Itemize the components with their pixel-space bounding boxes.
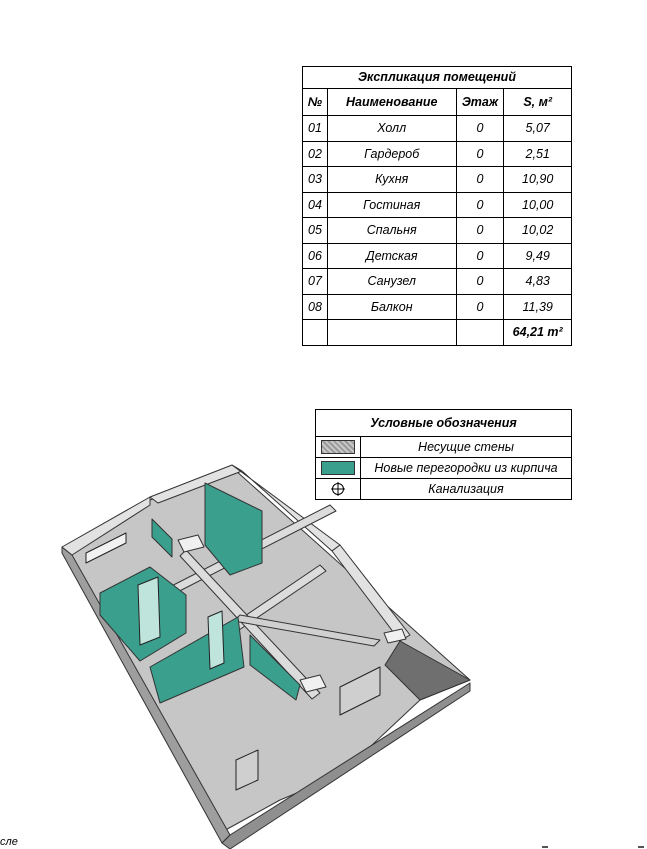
room-name: Детская [327,243,456,269]
room-name: Спальня [327,218,456,244]
room-name: Гостиная [327,192,456,218]
legend-label: Канализация [361,479,572,500]
room-area: 10,00 [504,192,572,218]
header-number: № [303,89,328,116]
page-mark [638,846,644,848]
header-area: S, м² [504,89,572,116]
room-area: 10,02 [504,218,572,244]
hatched-wall-swatch [321,440,355,454]
room-number: 01 [303,116,328,142]
legend-label: Несущие стены [361,437,572,458]
explication-title: Экспликация помещений [303,67,572,89]
explication-table [302,66,572,346]
explication-row [303,141,572,167]
legend-title: Условные обозначения [316,410,572,437]
room-number: 04 [303,192,328,218]
explication-row [303,243,572,269]
explication-total-row [303,320,572,346]
room-floor: 0 [456,243,504,269]
room-number: 05 [303,218,328,244]
room-floor: 0 [456,269,504,295]
room-area: 2,51 [504,141,572,167]
room-name: Холл [327,116,456,142]
footer-fragment: сле [0,836,18,848]
room-floor: 0 [456,192,504,218]
explication-row [303,116,572,142]
room-name: Гардероб [327,141,456,167]
room-floor: 0 [456,167,504,193]
room-area: 5,07 [504,116,572,142]
room-number: 06 [303,243,328,269]
legend-label: Новые перегородки из кирпича [361,458,572,479]
explication-header-row [303,89,572,116]
room-name: Балкон [327,294,456,320]
room-area: 4,83 [504,269,572,295]
room-number: 02 [303,141,328,167]
room-floor: 0 [456,218,504,244]
explication-row [303,269,572,295]
explication-row [303,218,572,244]
explication-row [303,167,572,193]
room-name: Санузел [327,269,456,295]
header-name: Наименование [327,89,456,116]
room-floor: 0 [456,141,504,167]
room-number: 07 [303,269,328,295]
room-number: 08 [303,294,328,320]
room-area: 9,49 [504,243,572,269]
room-area: 11,39 [504,294,572,320]
room-number: 03 [303,167,328,193]
room-floor: 0 [456,294,504,320]
explication-row [303,294,572,320]
page-mark [542,846,548,848]
room-name: Кухня [327,167,456,193]
door [208,611,224,669]
total-area: 64,21 m² [504,320,572,346]
isometric-floor-plan [0,455,647,849]
door [138,577,160,645]
room-floor: 0 [456,116,504,142]
explication-row [303,192,572,218]
room-area: 10,90 [504,167,572,193]
header-floor: Этаж [456,89,504,116]
